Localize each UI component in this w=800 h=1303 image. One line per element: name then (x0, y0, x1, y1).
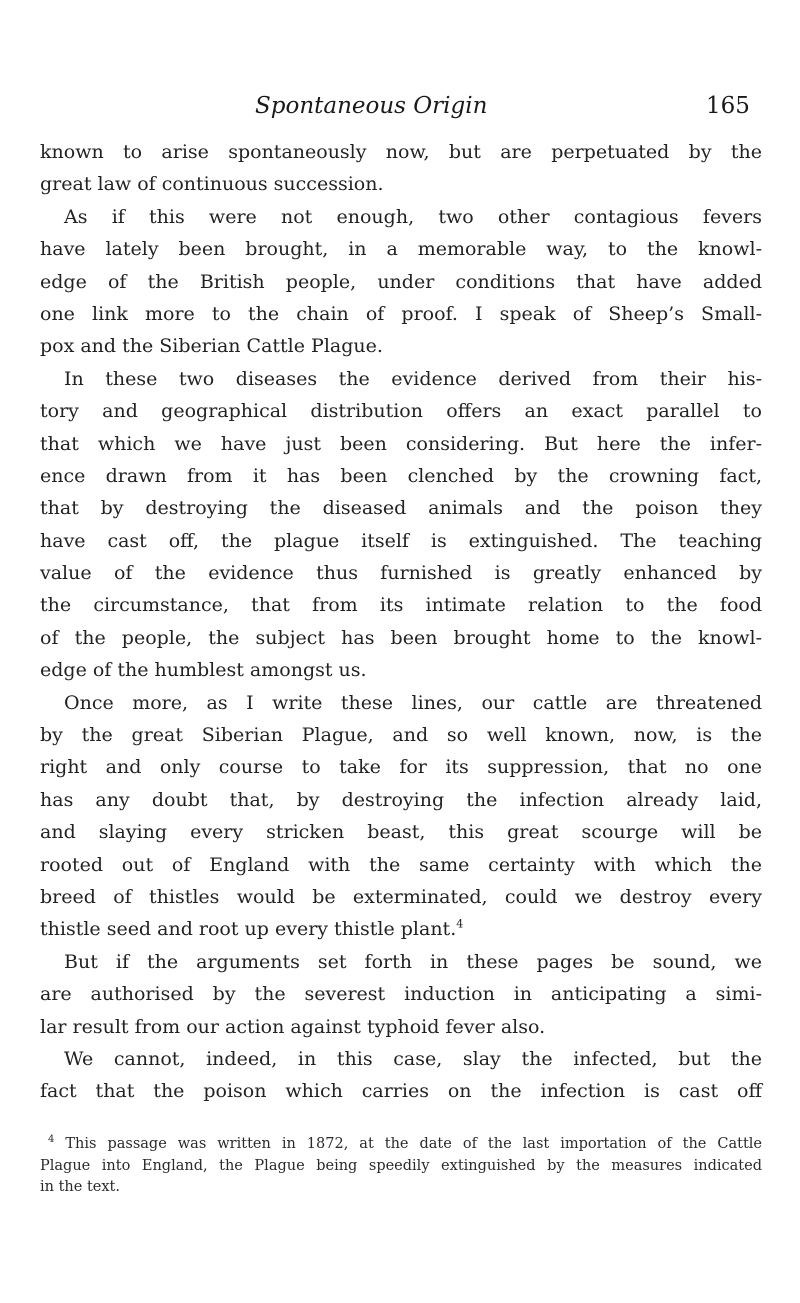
text-line: known to arise spontaneously now, but are perpetuated by the (40, 141, 762, 163)
text-line: has any doubt that, by destroying the infection already laid, (40, 788, 762, 811)
text-line: rooted out of England with the same certainty with which the (40, 853, 762, 876)
text-line: ence drawn from it has been clenched by the crowning fact, (40, 464, 762, 487)
text-line: great law of continuous succession. (40, 173, 384, 196)
footnote-line: Plague into England, the Plague being speedily extinguished by the measures indicated (40, 1157, 762, 1174)
text-line: value of the evidence thus furnished is greatly enhanced by (40, 562, 762, 585)
text-line: have lately been brought, in a memorable way, to the knowl- (40, 238, 762, 261)
text-line: tory and geographical distribution offers an exact parallel to (40, 400, 762, 423)
footnote-text: This passage was written in 1872, at the date of the last importation of the Cattle (65, 1136, 762, 1152)
text-line: one link more to the chain of proof. I speak of Sheep’s Small- (40, 302, 762, 325)
running-title: Spontaneous Origin (255, 93, 488, 119)
text-line: But if the arguments set forth in these pages be sound, we (64, 950, 762, 973)
body-text (40, 136, 762, 1108)
text-line: As if this were not enough, two other contagious fevers (64, 205, 762, 228)
text-line: We cannot, indeed, in this case, slay the infected, but the (64, 1047, 762, 1070)
text-line: pox and the Siberian Cattle Plague. (40, 335, 383, 358)
footnote-line (40, 1134, 762, 1156)
text-line: In these two diseases the evidence derived from their his- (64, 367, 762, 390)
text-line: breed of thistles would be exterminated, could we destroy every (40, 885, 762, 908)
text-line: by the great Siberian Plague, and so well known, now, is the (40, 724, 762, 747)
page-number: 165 (706, 93, 750, 119)
text-line: fact that the poison which carries on the infection is cast off (40, 1080, 762, 1103)
text-line: right and only course to take for its suppression, that no one (40, 756, 762, 779)
text-line-with-footnote-ref (40, 913, 762, 945)
footnote-mark: 4 (48, 1134, 55, 1146)
text-line: and slaying every stricken beast, this great scourge will be (40, 821, 762, 844)
footnote-line: in the text. (40, 1179, 120, 1196)
text-line: edge of the humblest amongst us. (40, 659, 367, 682)
text-line: have cast off, the plague itself is extinguished. The teaching (40, 529, 762, 552)
text-line: that by destroying the diseased animals and the poison they (40, 497, 762, 520)
footnote (40, 1134, 762, 1199)
text-line: Once more, as I write these lines, our cattle are threatened (64, 691, 762, 714)
text-line: thistle seed and root up every thistle plant. (40, 918, 457, 941)
text-line: the circumstance, that from its intimate relation to the food (40, 594, 762, 617)
running-head (0, 93, 800, 133)
text-line: of the people, the subject has been brought home to the knowl- (40, 626, 762, 649)
text-line: edge of the British people, under conditions that have added (40, 270, 762, 293)
footnote-reference: 4 (456, 918, 464, 932)
text-line: are authorised by the severest induction in anticipating a simi- (40, 983, 762, 1006)
text-line: lar result from our action against typhoid fever also. (40, 1015, 546, 1038)
text-line: that which we have just been considering. But here the infer- (40, 432, 762, 455)
